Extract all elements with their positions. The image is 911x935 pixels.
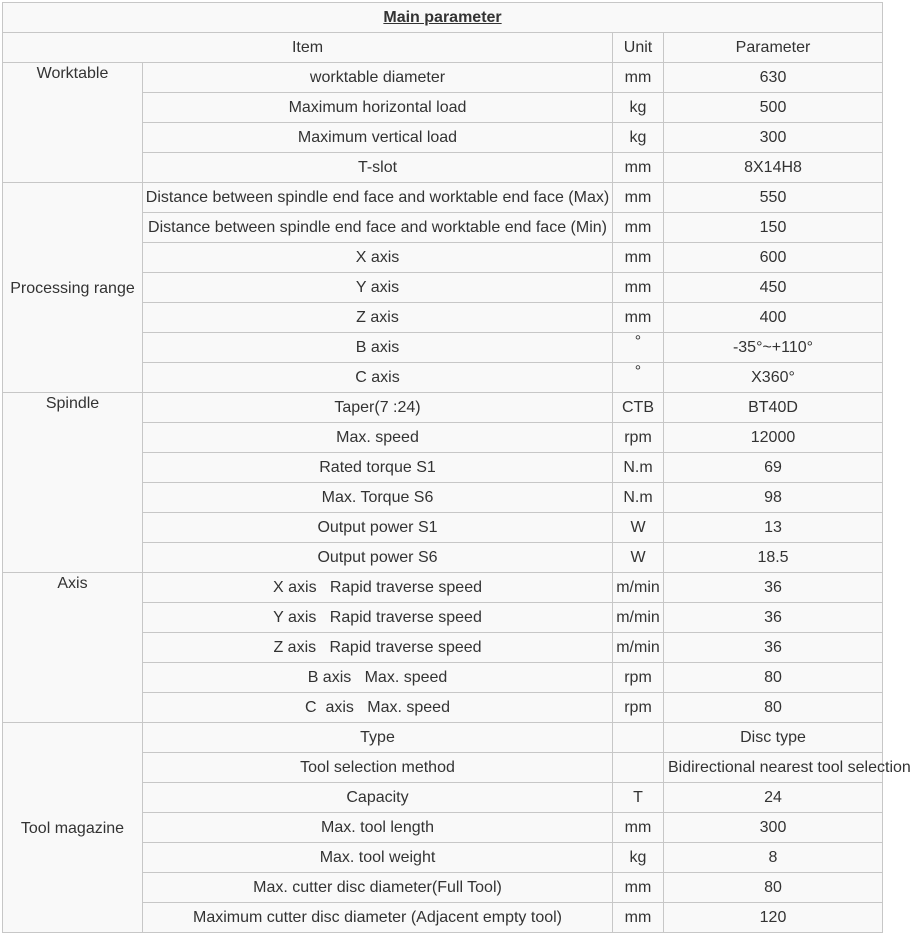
unit-cell: m/min [613, 603, 664, 633]
item-cell: Distance between spindle end face and worktable end face (Max) [143, 183, 613, 213]
item-cell: Rated torque S1 [143, 453, 613, 483]
item-cell: B axis Max. speed [143, 663, 613, 693]
unit-cell: ° [613, 363, 664, 393]
unit-cell: mm [613, 243, 664, 273]
parameter-cell: 450 [664, 273, 883, 303]
unit-cell: CTB [613, 393, 664, 423]
unit-cell: W [613, 543, 664, 573]
unit-cell: mm [613, 813, 664, 843]
unit-cell: mm [613, 183, 664, 213]
item-cell: T-slot [143, 153, 613, 183]
unit-cell: kg [613, 843, 664, 873]
item-cell: X axis [143, 243, 613, 273]
item-cell: C axis Max. speed [143, 693, 613, 723]
parameter-cell: Bidirectional nearest tool selection [664, 753, 883, 783]
parameter-cell: 18.5 [664, 543, 883, 573]
table-row [3, 393, 883, 423]
item-cell: Max. speed [143, 423, 613, 453]
parameter-cell: Disc type [664, 723, 883, 753]
unit-cell: mm [613, 273, 664, 303]
header-unit: Unit [613, 33, 664, 63]
unit-cell: N.m [613, 483, 664, 513]
unit-cell: mm [613, 63, 664, 93]
parameter-cell: 36 [664, 633, 883, 663]
item-cell: Max. cutter disc diameter(Full Tool) [143, 873, 613, 903]
unit-cell: m/min [613, 573, 664, 603]
table-row [3, 573, 883, 603]
table-title: Main parameter [3, 3, 883, 33]
parameter-cell: 36 [664, 573, 883, 603]
item-cell: X axis Rapid traverse speed [143, 573, 613, 603]
item-cell: Maximum cutter disc diameter (Adjacent empty tool) [143, 903, 613, 933]
item-cell: worktable diameter [143, 63, 613, 93]
item-cell: Max. tool length [143, 813, 613, 843]
unit-cell: mm [613, 153, 664, 183]
unit-cell: mm [613, 303, 664, 333]
table-body [3, 3, 911, 933]
parameter-cell: 13 [664, 513, 883, 543]
parameter-cell: 8 [664, 843, 883, 873]
item-cell: Type [143, 723, 613, 753]
item-cell: Y axis [143, 273, 613, 303]
unit-cell: mm [613, 213, 664, 243]
item-cell: Tool selection method [143, 753, 613, 783]
parameter-cell: 98 [664, 483, 883, 513]
parameter-cell: BT40D [664, 393, 883, 423]
item-cell: Output power S6 [143, 543, 613, 573]
item-cell: Z axis Rapid traverse speed [143, 633, 613, 663]
unit-cell: kg [613, 93, 664, 123]
parameter-cell: 36 [664, 603, 883, 633]
parameter-cell: 300 [664, 123, 883, 153]
table-row [3, 63, 883, 93]
category-cell: Worktable [3, 63, 143, 183]
parameter-cell: 24 [664, 783, 883, 813]
item-cell: Taper(7 :24) [143, 393, 613, 423]
header-row [3, 33, 883, 63]
header-parameter: Parameter [664, 33, 883, 63]
item-cell: Capacity [143, 783, 613, 813]
parameter-cell: 80 [664, 663, 883, 693]
table-row [3, 183, 883, 213]
unit-cell: m/min [613, 633, 664, 663]
parameter-cell: 12000 [664, 423, 883, 453]
item-cell: Distance between spindle end face and worktable end face (Min) [143, 213, 613, 243]
unit-cell: rpm [613, 663, 664, 693]
parameter-cell: 120 [664, 903, 883, 933]
item-cell: Y axis Rapid traverse speed [143, 603, 613, 633]
unit-cell: mm [613, 903, 664, 933]
unit-cell: kg [613, 123, 664, 153]
header-item: Item [3, 33, 613, 63]
title-row [3, 3, 883, 33]
parameter-cell: 80 [664, 873, 883, 903]
parameter-cell: 300 [664, 813, 883, 843]
unit-cell: rpm [613, 693, 664, 723]
parameter-cell: 69 [664, 453, 883, 483]
category-cell: Processing range [3, 183, 143, 393]
category-cell: Tool magazine [3, 723, 143, 933]
parameter-cell: 400 [664, 303, 883, 333]
parameter-cell: 630 [664, 63, 883, 93]
category-cell: Spindle [3, 393, 143, 573]
item-cell: Max. Torque S6 [143, 483, 613, 513]
parameter-cell: 600 [664, 243, 883, 273]
parameter-cell: 80 [664, 693, 883, 723]
parameter-cell: 500 [664, 93, 883, 123]
parameter-cell: -35°~+110° [664, 333, 883, 363]
main-parameter-table [2, 2, 911, 933]
unit-cell: mm [613, 873, 664, 903]
parameter-cell: X360° [664, 363, 883, 393]
unit-cell [613, 753, 664, 783]
item-cell: Output power S1 [143, 513, 613, 543]
item-cell: Maximum horizontal load [143, 93, 613, 123]
parameter-cell: 8X14H8 [664, 153, 883, 183]
item-cell: Z axis [143, 303, 613, 333]
item-cell: C axis [143, 363, 613, 393]
unit-cell: W [613, 513, 664, 543]
unit-cell [613, 723, 664, 753]
item-cell: B axis [143, 333, 613, 363]
unit-cell: T [613, 783, 664, 813]
unit-cell: ° [613, 333, 664, 363]
category-cell: Axis [3, 573, 143, 723]
parameter-cell: 150 [664, 213, 883, 243]
item-cell: Max. tool weight [143, 843, 613, 873]
item-cell: Maximum vertical load [143, 123, 613, 153]
unit-cell: rpm [613, 423, 664, 453]
unit-cell: N.m [613, 453, 664, 483]
table-row [3, 723, 883, 753]
parameter-cell: 550 [664, 183, 883, 213]
